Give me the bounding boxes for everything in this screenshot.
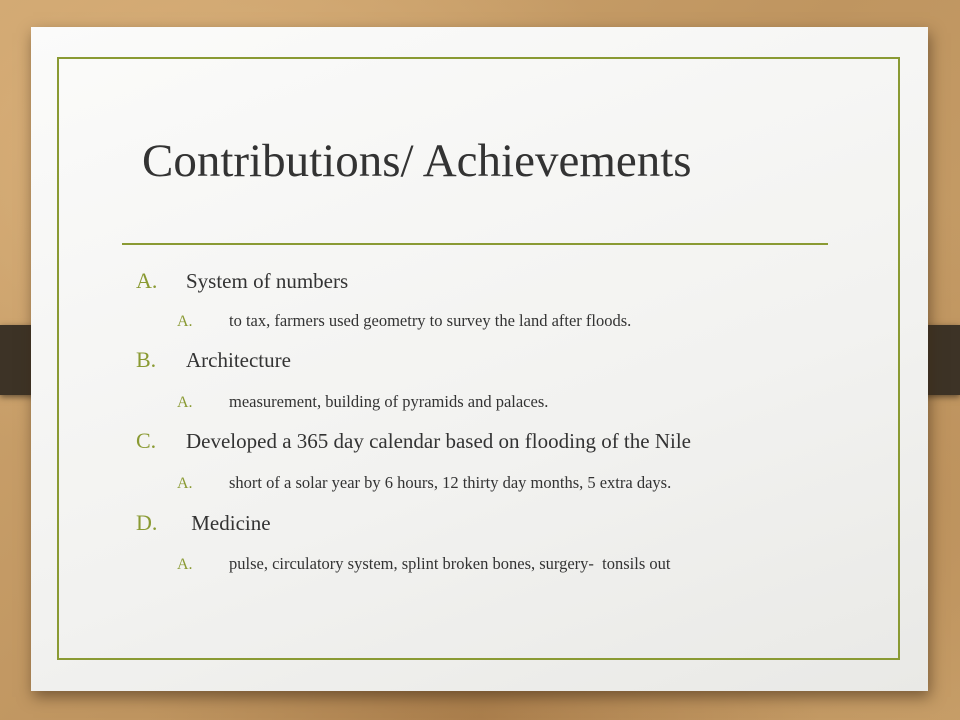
sub-item-b (177, 391, 548, 414)
sub-marker: A. (177, 394, 193, 411)
sub-marker: A. (177, 475, 193, 492)
list-marker: C. (136, 428, 157, 453)
sub-item-a (177, 310, 631, 333)
list-marker: B. (136, 347, 157, 372)
list-marker: A. (136, 268, 158, 293)
sub-marker: A. (177, 556, 193, 573)
slide-title: Contributions/ Achievements (142, 135, 692, 187)
sub-item-text: pulse, circulatory system, splint broken bones, surgery- tonsils out (229, 554, 671, 573)
sub-item-c (177, 472, 671, 495)
list-marker: D. (136, 510, 158, 535)
sub-marker: A. (177, 313, 193, 330)
list-item-text: Developed a 365 day calendar based on flooding of the Nile (186, 429, 691, 453)
list-item-text: System of numbers (186, 269, 349, 293)
list-item-text: Architecture (186, 348, 291, 372)
list-item-text: Medicine (186, 511, 271, 535)
list-item-b (136, 347, 291, 376)
sub-item-text: to tax, farmers used geometry to survey the land after floods. (229, 311, 632, 330)
list-item-c (136, 428, 691, 457)
title-divider (122, 243, 828, 245)
sub-item-d (177, 553, 670, 576)
list-item-a (136, 268, 348, 297)
list-item-d (136, 510, 271, 539)
sub-item-text: short of a solar year by 6 hours, 12 thirty day months, 5 extra days. (229, 473, 672, 492)
sub-item-text: measurement, building of pyramids and palaces. (229, 392, 549, 411)
